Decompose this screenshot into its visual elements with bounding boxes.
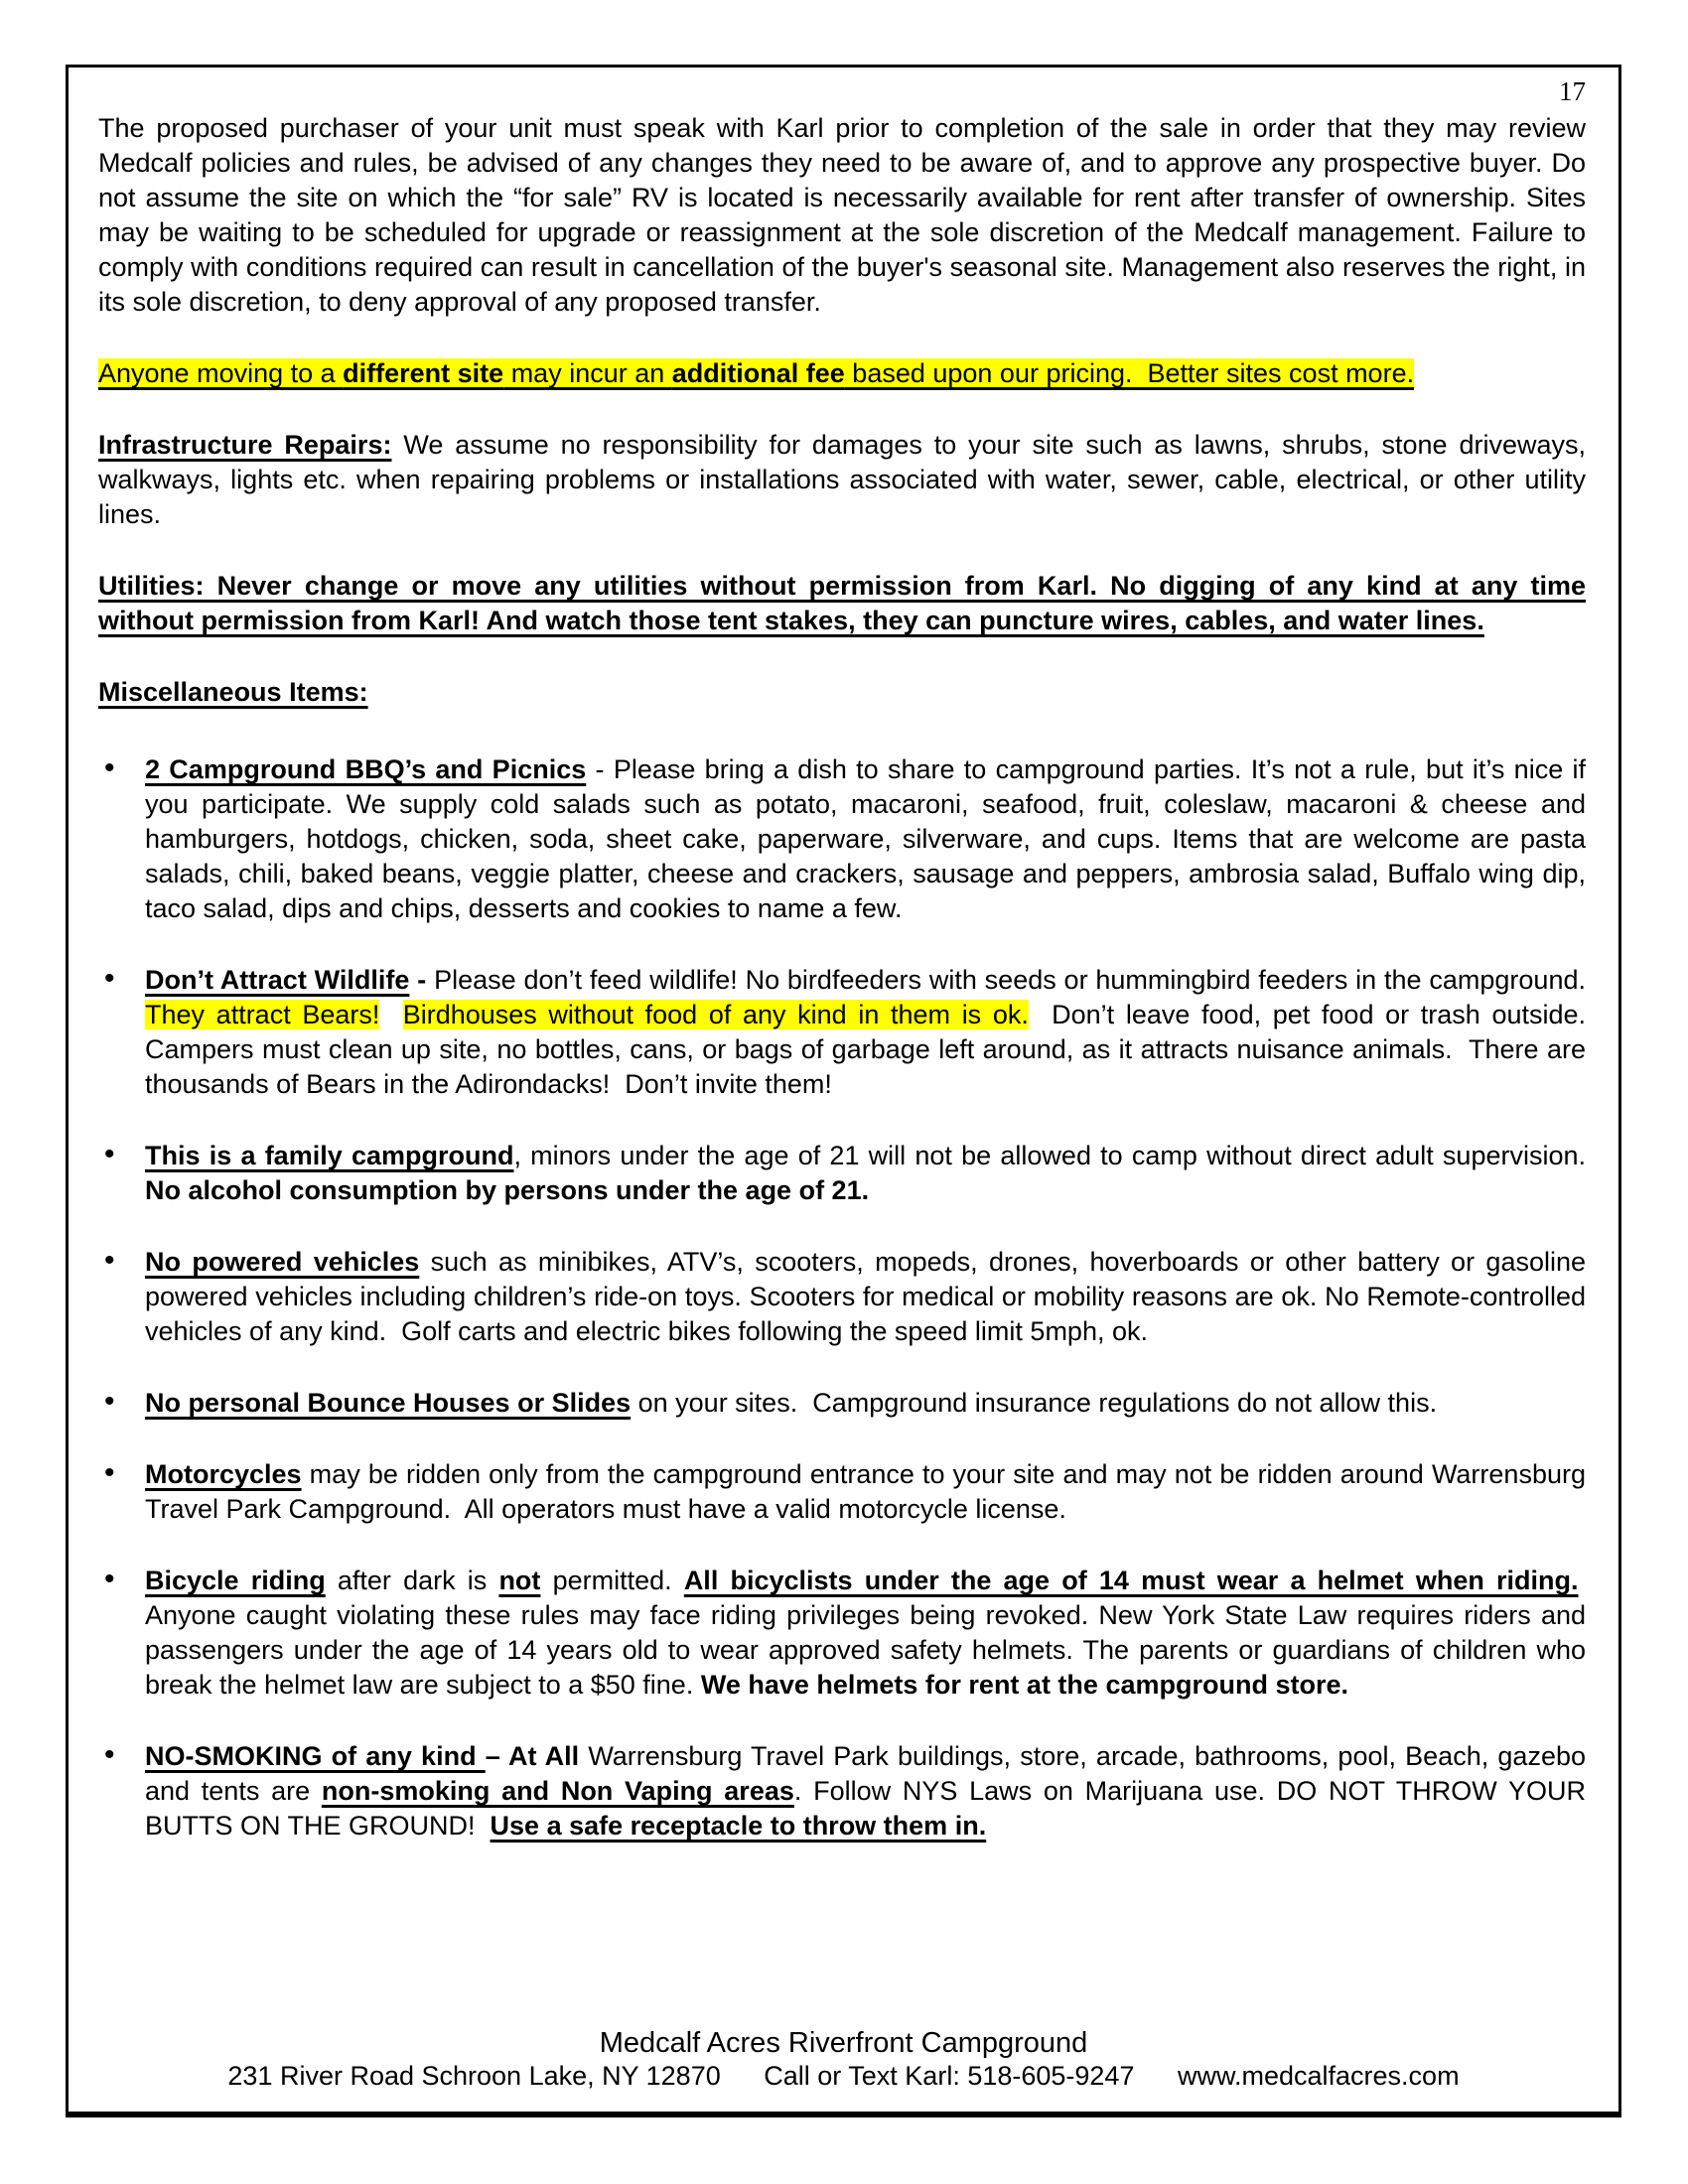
text-segment: All bicyclists under the age of 14 must wear a helmet when riding. bbox=[683, 1566, 1579, 1595]
text-segment: not bbox=[498, 1566, 541, 1595]
list-item-no-smoking bbox=[98, 1739, 1586, 1843]
text-segment: 2 Campground BBQ’s and Picnics bbox=[145, 754, 587, 784]
text-segment: No powered vehicles bbox=[145, 1247, 420, 1277]
footer-campground-name: Medcalf Acres Riverfront Campground bbox=[599, 2027, 1088, 2059]
list-item-no-bounce-houses bbox=[98, 1386, 1586, 1421]
footer-website: www.medcalfacres.com bbox=[1177, 2061, 1460, 2091]
text-segment: Use a safe receptacle to throw them in. bbox=[490, 1811, 987, 1841]
list-item-dont-attract-wildlife bbox=[98, 963, 1586, 1102]
text-segment: No personal Bounce Houses or Slides bbox=[145, 1388, 632, 1418]
text-segment: on your sites. Campground insurance regulations do not allow this. bbox=[631, 1388, 1438, 1418]
text-segment: - Please bring a dish to share to campground parties. It’s not a rule, but it’s nice if you participate. We supply cold salads such as potato, macaroni, seafood, fruit, coleslaw, macaroni & cheese and hamburgers, hotdogs, chicken, soda, sheet cake, paperware, silverware, and cups. Items that are welcome are pasta salads, chili, baked beans, veggie platter, cheese and crackers, sausage and peppers, ambrosia salad, Buffalo wing dip, taco salad, dips and chips, desserts and cookies to name a few. bbox=[145, 754, 1587, 923]
text-segment: – At All bbox=[485, 1741, 589, 1771]
miscellaneous-items-list bbox=[98, 752, 1586, 1843]
text-segment: No alcohol consumption by persons under the age of 21. bbox=[145, 1175, 870, 1205]
footer bbox=[69, 2026, 1618, 2092]
text-segment: Miscellaneous Items: bbox=[98, 677, 368, 707]
text-segment: We have helmets for rent at the campground store. bbox=[700, 1670, 1348, 1700]
text-segment: This is a family campground bbox=[145, 1141, 514, 1170]
text-segment: after dark is bbox=[325, 1566, 499, 1595]
miscellaneous-items-heading bbox=[98, 675, 1586, 710]
page-number: 17 bbox=[1559, 76, 1586, 106]
text-segment: . Follow NYS Laws on Marijuana use. DO NOT THROW YOUR BUTTS ON THE GROUND! bbox=[145, 1776, 1586, 1841]
text-segment: They attract Bears! bbox=[145, 1000, 380, 1029]
utilities-paragraph bbox=[98, 569, 1586, 638]
text-segment: Don’t Attract Wildlife bbox=[145, 965, 410, 995]
list-item-no-powered-vehicles bbox=[98, 1245, 1586, 1349]
footer-phone: Call or Text Karl: 518-605-9247 bbox=[764, 2061, 1135, 2091]
list-item-bbq-picnics bbox=[98, 752, 1586, 926]
text-segment: Infrastructure Repairs: bbox=[98, 430, 392, 460]
text-segment: Anyone moving to a bbox=[98, 358, 344, 388]
text-segment bbox=[379, 1000, 402, 1029]
text-segment: Utilities: Never change or move any utilities without permission from Karl. No digging of any kind at any time without permission from Karl! And watch those tent stakes, they can puncture wires, cables, and water lines. bbox=[98, 571, 1586, 635]
text-segment: additional fee bbox=[671, 358, 845, 388]
intro-paragraph bbox=[98, 111, 1586, 320]
footer-address: 231 River Road Schroon Lake, NY 12870 bbox=[227, 2061, 721, 2091]
text-segment: may incur an bbox=[503, 358, 672, 388]
infrastructure-repairs-paragraph bbox=[98, 428, 1586, 532]
text-segment: We assume no responsibility for damages to your site such as lawns, shrubs, stone driveways, walkways, lights etc. when repairing problems or installations associated with water, sewer, cable, electrical, or other utility lines. bbox=[98, 430, 1586, 529]
text-segment: non-smoking and Non Vaping areas bbox=[321, 1776, 794, 1806]
text-segment: - bbox=[409, 965, 435, 995]
text-segment: NO-SMOKING of any kind bbox=[145, 1741, 486, 1771]
text-segment: different site bbox=[343, 358, 504, 388]
text-segment: Warrensburg Travel Park buildings, store, arcade, bathrooms, pool, Beach, gazebo and tents are bbox=[145, 1741, 1586, 1806]
list-item-bicycle-riding bbox=[98, 1564, 1586, 1703]
site-change-fee-notice bbox=[98, 356, 1586, 391]
text-segment: permitted. bbox=[540, 1566, 684, 1595]
text-segment: , minors under the age of 21 will not be allowed to camp without direct adult supervision. bbox=[513, 1141, 1586, 1170]
text-segment: based upon our pricing. Better sites cost more. bbox=[844, 358, 1415, 388]
document-page bbox=[66, 65, 1621, 2117]
list-item-family-campground bbox=[98, 1139, 1586, 1208]
text-segment: Motorcycles bbox=[145, 1459, 302, 1489]
text-segment: The proposed purchaser of your unit must speak with Karl prior to completion of the sale in order that they may review Medcalf policies and rules, be advised of any changes they need to be aware of, and to approve any prospective buyer. Do not assume the site on which the “for sale” RV is located is necessarily available for rent after transfer of ownership. Sites may be waiting to be scheduled for upgrade or reassignment at the sole discretion of the Medcalf management. Failure to comply with conditions required can result in cancellation of the buyer's seasonal site. Management also reserves the right, in its sole discretion, to deny approval of any proposed transfer. bbox=[98, 113, 1586, 317]
text-segment: Bicycle riding bbox=[145, 1566, 326, 1595]
text-segment: Birdhouses without food of any kind in them is ok. bbox=[402, 1000, 1029, 1029]
text-segment: may be ridden only from the campground entrance to your site and may not be ridden around Warrensburg Travel Park Campground. All operators must have a valid motorcycle license. bbox=[145, 1459, 1586, 1524]
text-segment: Don’t leave food, pet food or trash outside. Campers must clean up site, no bottles, cans, or bags of garbage left around, as it attracts nuisance animals. There are thousands of Bears in the Adirondacks! Don’t invite them! bbox=[145, 1000, 1587, 1099]
text-segment: Please don’t feed wildlife! No birdfeeders with seeds or hummingbird feeders in the campground. bbox=[434, 965, 1586, 995]
text-segment: Anyone caught violating these rules may face riding privileges being revoked. New York State Law requires riders and passengers under the age of 14 years old to wear approved safety helmets. The parents or guardians of children who break the helmet law are subject to a $50 fine. bbox=[145, 1566, 1586, 1700]
text-segment: such as minibikes, ATV’s, scooters, mopeds, drones, hoverboards or other battery or gasoline powered vehicles including children’s ride-on toys. Scooters for medical or mobility reasons are ok. No Remote-controlled vehicles of any kind. Golf carts and electric bikes following the speed limit 5mph, ok. bbox=[145, 1247, 1587, 1346]
footer-contact-line bbox=[69, 2060, 1618, 2092]
list-item-motorcycles bbox=[98, 1457, 1586, 1527]
